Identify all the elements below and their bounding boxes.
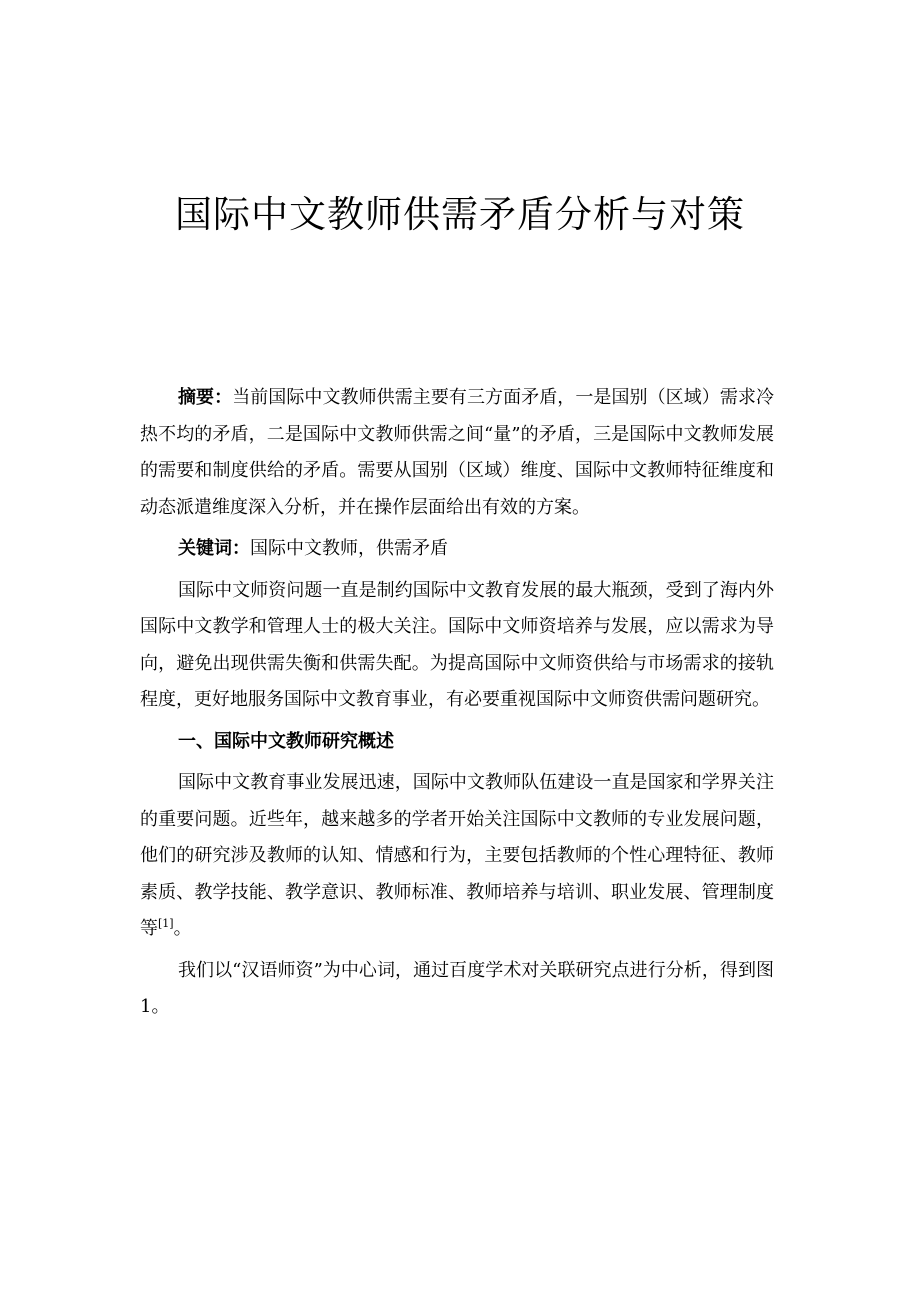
section-heading: 一、国际中文教师研究概述 <box>178 730 394 752</box>
paper-body <box>140 380 774 1031</box>
section-paragraph-1-end: 。 <box>173 918 192 939</box>
abstract-paragraph <box>140 380 774 526</box>
keywords-paragraph <box>140 531 774 568</box>
section-paragraph-2: 我们以“汉语师资”为中心词，通过百度学术对关联研究点进行分析，得到图 1。 <box>140 959 774 1017</box>
paper-title: 国际中文教师供需矛盾分析与对策 <box>175 193 745 236</box>
abstract-text: 当前国际中文教师供需主要有三方面矛盾，一是国别（区域）需求冷热不均的矛盾，二是国际中文教师供需之间“量”的矛盾，三是国际中文教师发展的需要和制度供给的矛盾。需要从国别（区域）维度、国际中文教师特征维度和动态派遣维度深入分析，并在操作层面给出有效的方案。 <box>140 387 774 518</box>
intro-paragraph: 国际中文师资问题一直是制约国际中文教育发展的最大瓶颈，受到了海内外国际中文教学和管理人士的极大关注。国际中文师资培养与发展，应以需求为导向，避免出现供需失衡和供需失配。为提高国际中文师资供给与市场需求的接轨程度，更好地服务国际中文教育事业，有必要重视国际中文师资供需问题研究。 <box>140 579 774 710</box>
keywords-label: 关键词： <box>178 538 250 559</box>
section-paragraph-1 <box>140 765 774 948</box>
abstract-label: 摘要： <box>178 387 233 408</box>
citation-ref[interactable]: [1] <box>158 917 174 930</box>
section-paragraph-1-text: 国际中文教育事业发展迅速，国际中文教师队伍建设一直是国家和学界关注的重要问题。近些年，越来越多的学者开始关注国际中文教师的专业发展问题，他们的研究涉及教师的认知、情感和行为，主要包括教师的个性心理特征、教师素质、教学技能、教学意识、教师标准、教师培养与培训、职业发展、管理制度等 <box>140 772 774 939</box>
keywords-text: 国际中文教师，供需矛盾 <box>250 538 448 559</box>
